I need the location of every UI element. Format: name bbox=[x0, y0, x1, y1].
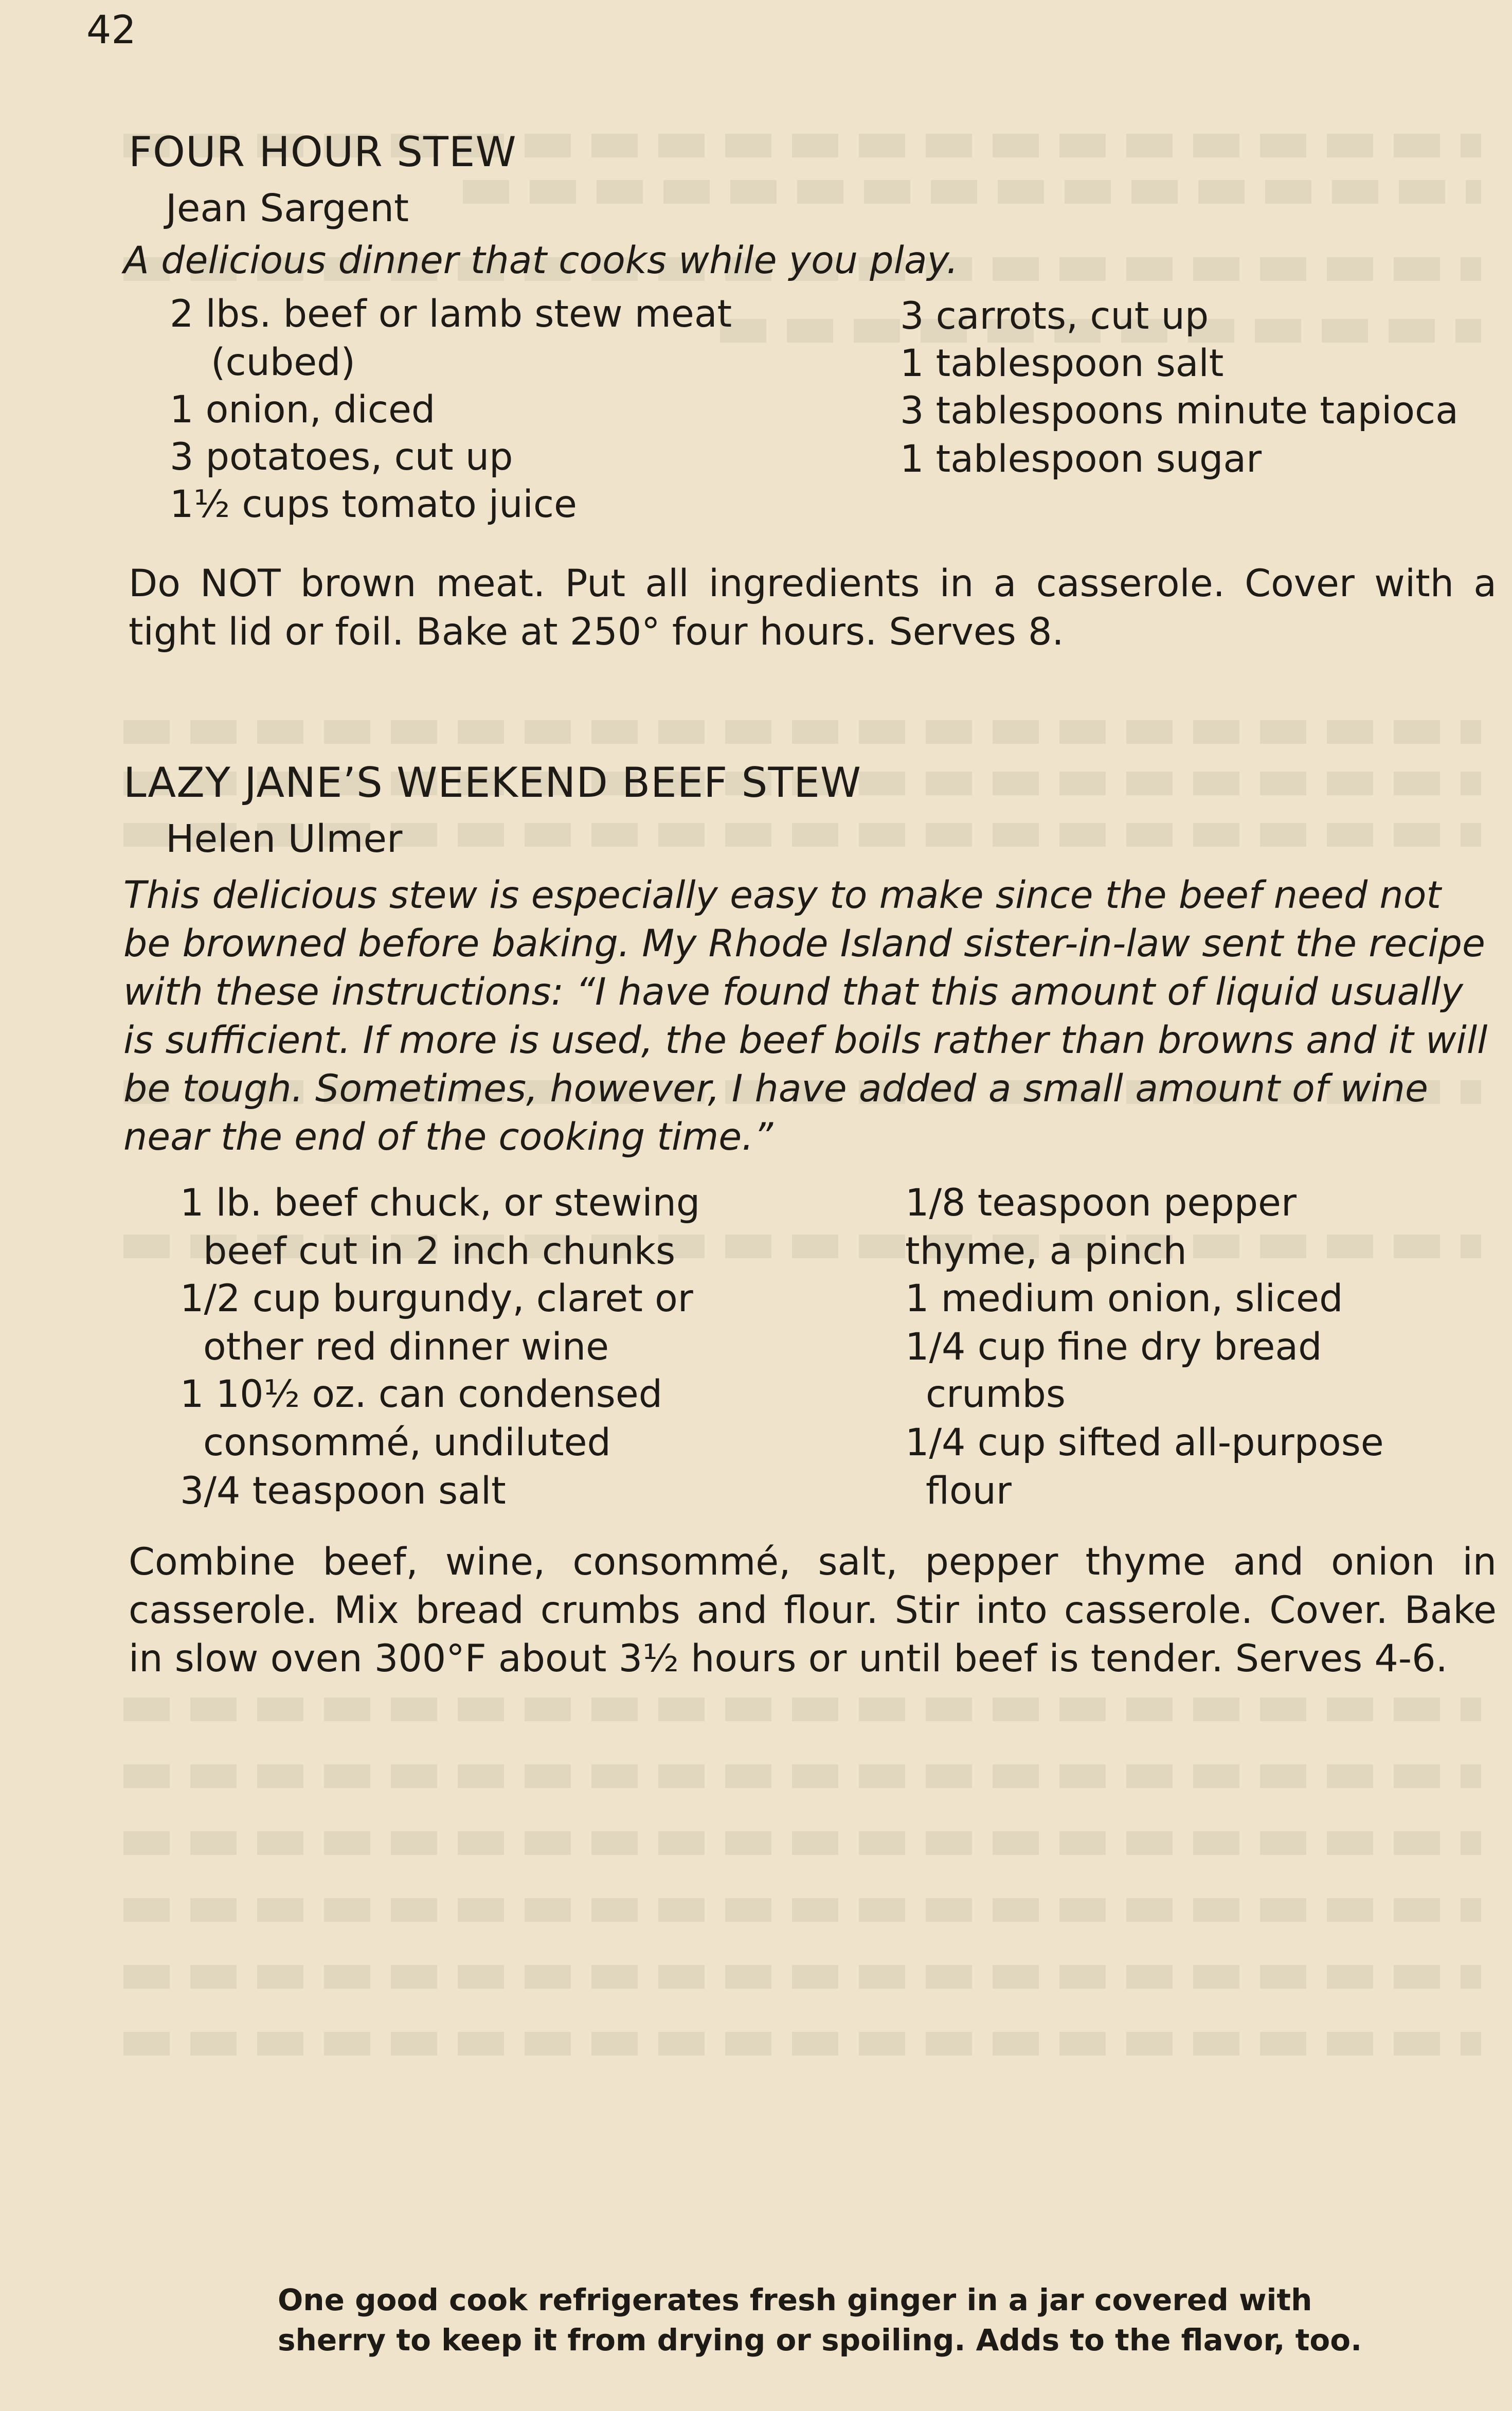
ingredient-item: 1 tablespoon sugar bbox=[900, 437, 1262, 481]
recipe-title: FOUR HOUR STEW bbox=[129, 128, 517, 176]
ingredient-item: 1 tablespoon salt bbox=[900, 342, 1224, 385]
ingredient-item: 1/4 cup fine dry bread bbox=[905, 1325, 1322, 1369]
ingredient-item: 1½ cups tomato juice bbox=[170, 483, 577, 526]
ingredient-item: 1 10½ oz. can condensed bbox=[180, 1372, 663, 1416]
recipe-intro: A delicious dinner that cooks while you play. bbox=[123, 239, 959, 282]
ingredient-item: (cubed) bbox=[211, 341, 355, 384]
ingredient-item: 3 carrots, cut up bbox=[900, 294, 1209, 338]
ingredient-item: flour bbox=[926, 1469, 1012, 1513]
ingredient-item: 1/8 teaspoon pepper bbox=[905, 1181, 1297, 1225]
ingredient-item: consommé, undiluted bbox=[203, 1421, 611, 1465]
ingredient-item: beef cut in 2 inch chunks bbox=[203, 1229, 676, 1273]
recipe-author: Helen Ulmer bbox=[166, 817, 403, 861]
ingredient-item: 3 potatoes, cut up bbox=[170, 435, 513, 479]
recipe-intro: This delicious stew is especially easy to make since the beef need not be browned before baking. My Rhode Island sister-in-law sent the recipe with these instructions: “I have found that this amount of liquid usually is sufficient. If more is used, the beef boils rather than browns and it will be tough. Sometimes, however, I have added a small amount of wine near the end of the cooking time.” bbox=[123, 873, 1488, 1159]
ingredient-item: other red dinner wine bbox=[203, 1325, 609, 1369]
recipe-directions: Do NOT brown meat. Put all ingredients in a casserole. Cover with a tight lid or foil. Bake at 250° four hours. Serves 8. bbox=[129, 562, 1497, 654]
cooking-tip: One good cook refrigerates fresh ginger in a jar covered with sherry to keep it from drying or spoiling. Adds to the flavor, too. bbox=[278, 2282, 1362, 2358]
ingredient-item: 1 medium onion, sliced bbox=[905, 1277, 1343, 1320]
ingredient-item: 2 lbs. beef or lamb stew meat bbox=[170, 292, 732, 336]
ingredient-item: crumbs bbox=[926, 1372, 1066, 1416]
ingredient-item: 1 onion, diced bbox=[170, 388, 436, 432]
page-number: 42 bbox=[86, 7, 136, 52]
ingredient-item: 3/4 teaspoon salt bbox=[180, 1469, 506, 1513]
ingredient-item: 3 tablespoons minute tapioca bbox=[900, 389, 1459, 433]
ingredient-item: 1/4 cup sifted all-purpose bbox=[905, 1421, 1384, 1465]
recipe-directions: Combine beef, wine, consommé, salt, pepper thyme and onion in casserole. Mix bread crumbs and flour. Stir into casserole. Cover. Bake in slow oven 300°F about 3½ hours or until beef is tender. Serves 4-6. bbox=[129, 1540, 1497, 1681]
recipe-title: LAZY JANE’S WEEKEND BEEF STEW bbox=[123, 759, 861, 807]
ingredient-item: 1 lb. beef chuck, or stewing bbox=[180, 1181, 700, 1225]
ingredient-item: thyme, a pinch bbox=[905, 1229, 1187, 1273]
recipe-author: Jean Sargent bbox=[166, 186, 409, 230]
ingredient-item: 1/2 cup burgundy, claret or bbox=[180, 1277, 693, 1320]
